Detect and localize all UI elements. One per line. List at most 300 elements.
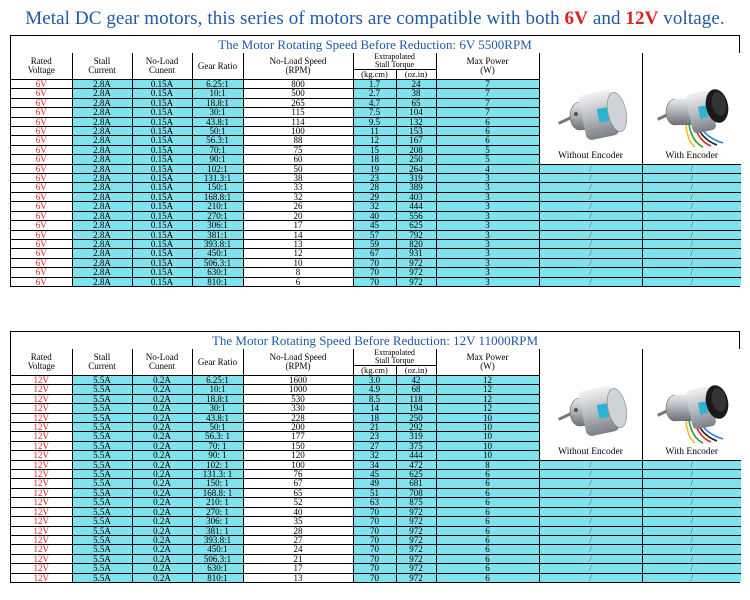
header-line: (RPM): [285, 65, 311, 75]
table-cell: 52: [243, 498, 353, 507]
table-cell: 12: [436, 404, 539, 413]
table-row: [11, 564, 741, 573]
table-cell: 11: [353, 127, 396, 136]
slash-cell: /: [539, 211, 642, 220]
slash-cell: /: [539, 526, 642, 535]
table-cell: 506.3:1: [192, 258, 243, 267]
table-cell: 7: [436, 108, 539, 117]
table-cell: 8: [436, 460, 539, 469]
table-cell: 70:1: [192, 145, 243, 154]
table-row: [11, 517, 741, 526]
table-cell: 13: [243, 573, 353, 582]
table-cell: 708: [396, 488, 436, 497]
table-cell: 45: [353, 221, 396, 230]
table-cell: 12: [243, 249, 353, 258]
table-cell: 2.8A: [72, 230, 132, 239]
header-stall-torque: [353, 349, 436, 366]
header-line: No-Load Speed: [269, 352, 327, 362]
table-cell: 228: [243, 413, 353, 422]
table-cell: 0.2A: [132, 517, 192, 526]
table-cell: 0.15A: [132, 117, 192, 126]
table-cell: 5.5A: [72, 517, 132, 526]
table-cell: 0.2A: [132, 526, 192, 535]
table-cell: 32: [353, 202, 396, 211]
table-cell: 6V: [11, 258, 72, 267]
table-cell: 150: 1: [192, 479, 243, 488]
table-cell: 2.8A: [72, 202, 132, 211]
table-cell: 6V: [11, 164, 72, 173]
header-no-load-current: [132, 349, 192, 376]
table-row: [11, 573, 741, 582]
table-cell: 2.8A: [72, 164, 132, 173]
table-cell: 70: [353, 535, 396, 544]
table-cell: 30:1: [192, 404, 243, 413]
slash-cell: /: [642, 526, 741, 535]
table-row: [11, 239, 741, 248]
table-cell: 118: [396, 394, 436, 403]
table-cell: 506.3:1: [192, 554, 243, 563]
table-cell: 3: [436, 230, 539, 239]
table-cell: 42: [396, 376, 436, 385]
table-cell: 1600: [243, 376, 353, 385]
table-cell: 0.2A: [132, 394, 192, 403]
table-cell: 0.15A: [132, 211, 192, 220]
slash-cell: /: [539, 545, 642, 554]
slash-cell: /: [539, 498, 642, 507]
slash-cell: /: [642, 535, 741, 544]
table-cell: 3: [436, 239, 539, 248]
table-cell: 306: 1: [192, 517, 243, 526]
table-cell: 9.5: [353, 117, 396, 126]
table-cell: 250: [396, 413, 436, 422]
motor-image-without-encoder: [539, 349, 642, 460]
table-cell: 70: [353, 573, 396, 582]
table-cell: 5.5A: [72, 441, 132, 450]
table-cell: 972: [396, 526, 436, 535]
slash-cell: /: [642, 517, 741, 526]
table-cell: 2.8A: [72, 239, 132, 248]
header-line: (W): [480, 65, 495, 75]
table-cell: 0.2A: [132, 488, 192, 497]
table-cell: 0.2A: [132, 564, 192, 573]
table-cell: 6: [436, 554, 539, 563]
table-cell: 2.8A: [72, 98, 132, 107]
table-cell: 6: [436, 488, 539, 497]
table-cell: 6V: [11, 277, 72, 286]
table-cell: 6V: [11, 98, 72, 107]
table-cell: 0.2A: [132, 460, 192, 469]
header-line: No-Load: [145, 56, 179, 66]
table-cell: 50: [243, 164, 353, 173]
header-line: Current: [88, 361, 116, 371]
table-cell: 0.2A: [132, 554, 192, 563]
table-cell: 70: [353, 545, 396, 554]
header-line: (W): [480, 361, 495, 371]
table-cell: 4.7: [353, 98, 396, 107]
slash-cell: /: [539, 460, 642, 469]
table-cell: 200: [243, 423, 353, 432]
table-cell: 3: [436, 249, 539, 258]
table-cell: 115: [243, 108, 353, 117]
table-cell: 12: [353, 136, 396, 145]
table-cell: 6: [436, 545, 539, 554]
table-cell: 0.2A: [132, 423, 192, 432]
table-cell: 1000: [243, 385, 353, 394]
table-row: [11, 460, 741, 469]
table-cell: 14: [353, 404, 396, 413]
header-gear-ratio: [192, 53, 243, 80]
table-cell: 28: [243, 526, 353, 535]
header-rated-voltage: [11, 349, 72, 376]
table-cell: 40: [243, 507, 353, 516]
slash-cell: /: [539, 277, 642, 286]
table-cell: 12V: [11, 498, 72, 507]
table-cell: 12V: [11, 451, 72, 460]
header-stall-torque: [353, 53, 436, 70]
table-cell: 3: [436, 174, 539, 183]
table-cell: 6: [436, 507, 539, 516]
table-cell: 12V: [11, 376, 72, 385]
header-no-load-speed: [243, 349, 353, 376]
table-cell: 0.15A: [132, 230, 192, 239]
slash-cell: /: [539, 564, 642, 573]
header-line: Stall: [93, 56, 111, 66]
header-line: Voltage: [27, 65, 55, 75]
header-max-power: [436, 53, 539, 80]
table-cell: 6: [436, 479, 539, 488]
table-cell: 2.8A: [72, 174, 132, 183]
table-cell: 67: [353, 249, 396, 258]
table-row: [11, 211, 741, 220]
table-cell: 5.5A: [72, 423, 132, 432]
header-stall-current: [72, 349, 132, 376]
caption-with-encoder: With Encoder: [665, 446, 719, 457]
slash-cell: /: [539, 554, 642, 563]
table-cell: 5.5A: [72, 545, 132, 554]
header-line: Stall Torque: [374, 356, 415, 365]
slash-cell: /: [539, 268, 642, 277]
slash-cell: /: [642, 202, 741, 211]
table-cell: 6V: [11, 89, 72, 98]
table-cell: 34: [353, 460, 396, 469]
table-cell: 12: [436, 376, 539, 385]
header-line: Extrapolated: [374, 349, 415, 357]
table-cell: 2.8A: [72, 136, 132, 145]
table-cell: 306:1: [192, 221, 243, 230]
header-rated-voltage: [11, 53, 72, 80]
table-cell: 76: [243, 470, 353, 479]
table-cell: 0.15A: [132, 155, 192, 164]
table-cell: 208: [396, 145, 436, 154]
table-cell: 972: [396, 277, 436, 286]
table-cell: 35: [243, 517, 353, 526]
table-cell: 6V: [11, 108, 72, 117]
table-heading: The Motor Rotating Speed Before Reduction: 6V 5500RPM: [11, 36, 739, 54]
table-cell: 444: [396, 202, 436, 211]
table-cell: 6: [436, 117, 539, 126]
table-cell: 7.5: [353, 108, 396, 117]
header-gear-ratio: [192, 349, 243, 376]
table-cell: 70: [353, 277, 396, 286]
table-cell: 4: [436, 164, 539, 173]
table-cell: 70: [353, 517, 396, 526]
table-cell: 131.3: 1: [192, 470, 243, 479]
header-kgcm: (kg.cm): [353, 366, 396, 376]
table-cell: 820: [396, 239, 436, 248]
table-cell: 12V: [11, 554, 72, 563]
table-cell: 100: [243, 127, 353, 136]
header-line: Voltage: [27, 361, 55, 371]
table-cell: 625: [396, 470, 436, 479]
table-cell: 8: [243, 268, 353, 277]
table-cell: 88: [243, 136, 353, 145]
table-cell: 6V: [11, 174, 72, 183]
table-cell: 5.5A: [72, 488, 132, 497]
table-cell: 194: [396, 404, 436, 413]
table-row: [11, 479, 741, 488]
table-row: [11, 192, 741, 201]
table-cell: 0.2A: [132, 441, 192, 450]
slash-cell: /: [642, 174, 741, 183]
header-line: No-Load Speed: [269, 56, 327, 66]
table-cell: 6V: [11, 268, 72, 277]
table-cell: 10: [243, 258, 353, 267]
table-cell: 630:1: [192, 268, 243, 277]
table-cell: 2.8A: [72, 145, 132, 154]
table-cell: 56.3:1: [192, 136, 243, 145]
table-cell: 2.8A: [72, 89, 132, 98]
table-cell: 0.2A: [132, 498, 192, 507]
table-cell: 26: [243, 202, 353, 211]
slash-cell: /: [642, 211, 741, 220]
header-line: Stall Torque: [374, 60, 415, 69]
table-cell: 18.8:1: [192, 98, 243, 107]
table-cell: 15: [353, 145, 396, 154]
table-cell: 68: [396, 385, 436, 394]
table-cell: 67: [243, 479, 353, 488]
slash-cell: /: [539, 174, 642, 183]
table-cell: 2.8A: [72, 155, 132, 164]
table-cell: 3: [436, 202, 539, 211]
table-cell: 2.8A: [72, 258, 132, 267]
table-cell: 120: [243, 451, 353, 460]
table-cell: 6.25:1: [192, 376, 243, 385]
table-cell: 50:1: [192, 423, 243, 432]
table-cell: 75: [243, 145, 353, 154]
table-row: [11, 554, 741, 563]
table-cell: 0.2A: [132, 470, 192, 479]
table-cell: 972: [396, 564, 436, 573]
header-line: No-Load: [145, 352, 179, 362]
table-cell: 270:1: [192, 211, 243, 220]
table-cell: 5.5A: [72, 460, 132, 469]
table-row: [11, 545, 741, 554]
header-no-load-speed: [243, 53, 353, 80]
table-cell: 21: [243, 554, 353, 563]
table-cell: 12V: [11, 413, 72, 422]
header-no-load-current: [132, 53, 192, 80]
table-cell: 6V: [11, 239, 72, 248]
table-cell: 0.15A: [132, 249, 192, 258]
caption-with-encoder: With Encoder: [665, 150, 719, 161]
table-cell: 0.2A: [132, 545, 192, 554]
table-cell: 3.0: [353, 376, 396, 385]
table-cell: 0.15A: [132, 89, 192, 98]
slash-cell: /: [642, 479, 741, 488]
table-cell: 38: [243, 174, 353, 183]
table-cell: 10: [436, 441, 539, 450]
slash-cell: /: [539, 470, 642, 479]
table-row: [11, 230, 741, 239]
table-cell: 70: [353, 507, 396, 516]
table-cell: 6V: [11, 136, 72, 145]
table-cell: 29: [353, 192, 396, 201]
table-cell: 43.8:1: [192, 117, 243, 126]
slash-cell: /: [642, 545, 741, 554]
table-cell: 0.15A: [132, 174, 192, 183]
motor-image-with-encoder: [642, 53, 741, 164]
table-cell: 6V: [11, 202, 72, 211]
slash-cell: /: [642, 192, 741, 201]
slash-cell: /: [642, 277, 741, 286]
table-cell: 6V: [11, 221, 72, 230]
table-cell: 3: [436, 221, 539, 230]
table-cell: 10: [436, 432, 539, 441]
table-cell: 0.15A: [132, 258, 192, 267]
table-cell: 393.8:1: [192, 535, 243, 544]
slash-cell: /: [539, 258, 642, 267]
table-cell: 177: [243, 432, 353, 441]
table-cell: 381: 1: [192, 526, 243, 535]
table-row: [11, 526, 741, 535]
table-cell: 5.5A: [72, 413, 132, 422]
table-cell: 972: [396, 507, 436, 516]
table-cell: 625: [396, 221, 436, 230]
caption-without-encoder: Without Encoder: [558, 446, 623, 457]
table-cell: 6V: [11, 127, 72, 136]
table-cell: 0.15A: [132, 277, 192, 286]
table-cell: 6V: [11, 145, 72, 154]
spec-table: [11, 53, 741, 286]
header-line: Gear Ratio: [197, 356, 238, 367]
table-cell: 0.15A: [132, 98, 192, 107]
table-cell: 12V: [11, 423, 72, 432]
table-cell: 0.2A: [132, 413, 192, 422]
table-cell: 3: [436, 258, 539, 267]
table-body: [11, 53, 739, 286]
table-cell: 7: [436, 98, 539, 107]
table-cell: 6: [436, 127, 539, 136]
table-cell: 131.3:1: [192, 174, 243, 183]
slash-cell: /: [642, 249, 741, 258]
table-row: [11, 258, 741, 267]
header-kgcm: (kg.cm): [353, 70, 396, 80]
table-cell: 0.2A: [132, 479, 192, 488]
table-cell: 972: [396, 517, 436, 526]
table-cell: 1.7: [353, 80, 396, 89]
table-cell: 32: [353, 451, 396, 460]
table-cell: 931: [396, 249, 436, 258]
table-row: [11, 174, 741, 183]
table-cell: 6V: [11, 183, 72, 192]
table-cell: 13: [243, 239, 353, 248]
table-cell: 3: [436, 211, 539, 220]
slash-cell: /: [539, 573, 642, 582]
spec-table-12v: [10, 331, 740, 583]
table-cell: 265: [243, 98, 353, 107]
table-cell: 393.8:1: [192, 239, 243, 248]
table-cell: 33: [243, 183, 353, 192]
header-line: Cunent: [149, 361, 175, 371]
table-cell: 210: 1: [192, 498, 243, 507]
table-cell: 810:1: [192, 573, 243, 582]
table-cell: 5.5A: [72, 470, 132, 479]
table-cell: 12: [436, 394, 539, 403]
table-cell: 18: [353, 155, 396, 164]
header-line: Rated: [30, 352, 52, 362]
table-cell: 18: [353, 413, 396, 422]
table-cell: 17: [243, 564, 353, 573]
table-cell: 2.8A: [72, 211, 132, 220]
slash-cell: /: [539, 488, 642, 497]
header-line: Max Power: [466, 56, 509, 66]
table-cell: 17: [243, 221, 353, 230]
slash-cell: /: [539, 239, 642, 248]
table-cell: 5.5A: [72, 535, 132, 544]
table-cell: 45: [353, 470, 396, 479]
table-cell: 5: [436, 155, 539, 164]
table-cell: 2.8A: [72, 192, 132, 201]
table-cell: 10: [436, 423, 539, 432]
table-cell: 0.2A: [132, 404, 192, 413]
table-cell: 875: [396, 498, 436, 507]
table-cell: 12: [436, 385, 539, 394]
table-cell: 6: [436, 517, 539, 526]
table-cell: 0.15A: [132, 221, 192, 230]
header-line: Stall: [93, 352, 111, 362]
slash-cell: /: [642, 268, 741, 277]
table-cell: 2.7: [353, 89, 396, 98]
table-cell: 6: [436, 526, 539, 535]
table-cell: 168.8: 1: [192, 488, 243, 497]
table-cell: 70: [353, 258, 396, 267]
table-cell: 32: [243, 192, 353, 201]
header-line: Gear Ratio: [197, 60, 238, 71]
table-cell: 210:1: [192, 202, 243, 211]
table-cell: 27: [353, 441, 396, 450]
table-cell: 6: [436, 136, 539, 145]
slash-cell: /: [539, 535, 642, 544]
slash-cell: /: [642, 498, 741, 507]
table-cell: 70: 1: [192, 441, 243, 450]
table-cell: 18.8:1: [192, 394, 243, 403]
table-cell: 6V: [11, 155, 72, 164]
table-row: [11, 507, 741, 516]
table-cell: 0.15A: [132, 192, 192, 201]
table-cell: 100: [243, 460, 353, 469]
table-cell: 2.8A: [72, 108, 132, 117]
table-cell: 12V: [11, 404, 72, 413]
slash-cell: /: [642, 460, 741, 469]
table-cell: 2.8A: [72, 80, 132, 89]
table-cell: 0.15A: [132, 239, 192, 248]
slash-cell: /: [642, 470, 741, 479]
header-ozin: (oz.in): [396, 366, 436, 376]
table-cell: 23: [353, 432, 396, 441]
table-cell: 375: [396, 441, 436, 450]
table-cell: 6V: [11, 249, 72, 258]
table-cell: 12V: [11, 470, 72, 479]
